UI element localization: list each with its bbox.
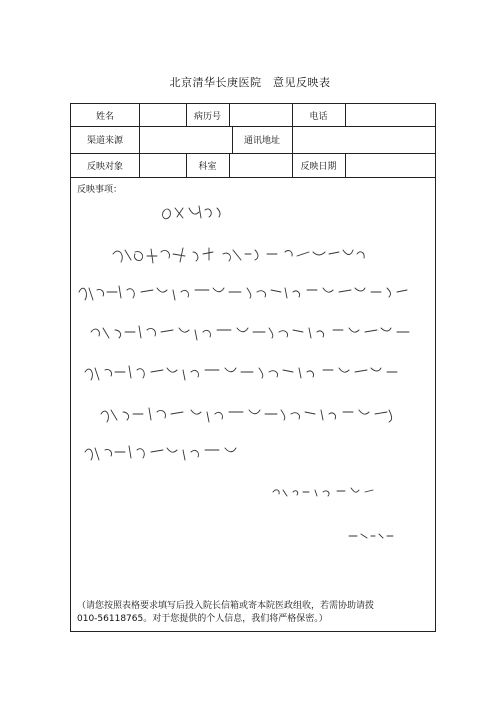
phone-label: 电话 — [309, 111, 328, 122]
submission-notice — [77, 600, 374, 626]
name-label: 姓名 — [95, 111, 114, 122]
date-label: 反映日期 — [300, 161, 337, 172]
handwritten-feedback — [71, 104, 437, 633]
notice-line-1: （请您按照表格要求填写后投入院长信箱或寄本院医政组收，若需协助请拨 — [77, 601, 375, 611]
matters-label: 反映事项： — [77, 184, 123, 195]
feedback-form — [70, 103, 436, 632]
channel-label: 渠道来源 — [86, 136, 123, 146]
department-label: 科室 — [198, 161, 217, 172]
address-label: 通讯地址 — [243, 136, 280, 146]
form-title: 北京清华长庚医院 意见反映表 — [169, 76, 331, 89]
record-number-label: 病历号 — [193, 111, 221, 122]
target-label: 反映对象 — [86, 161, 123, 172]
notice-line-2: 010-56118765。对于您提供的个人信息，我们将严格保密。） — [77, 614, 328, 624]
